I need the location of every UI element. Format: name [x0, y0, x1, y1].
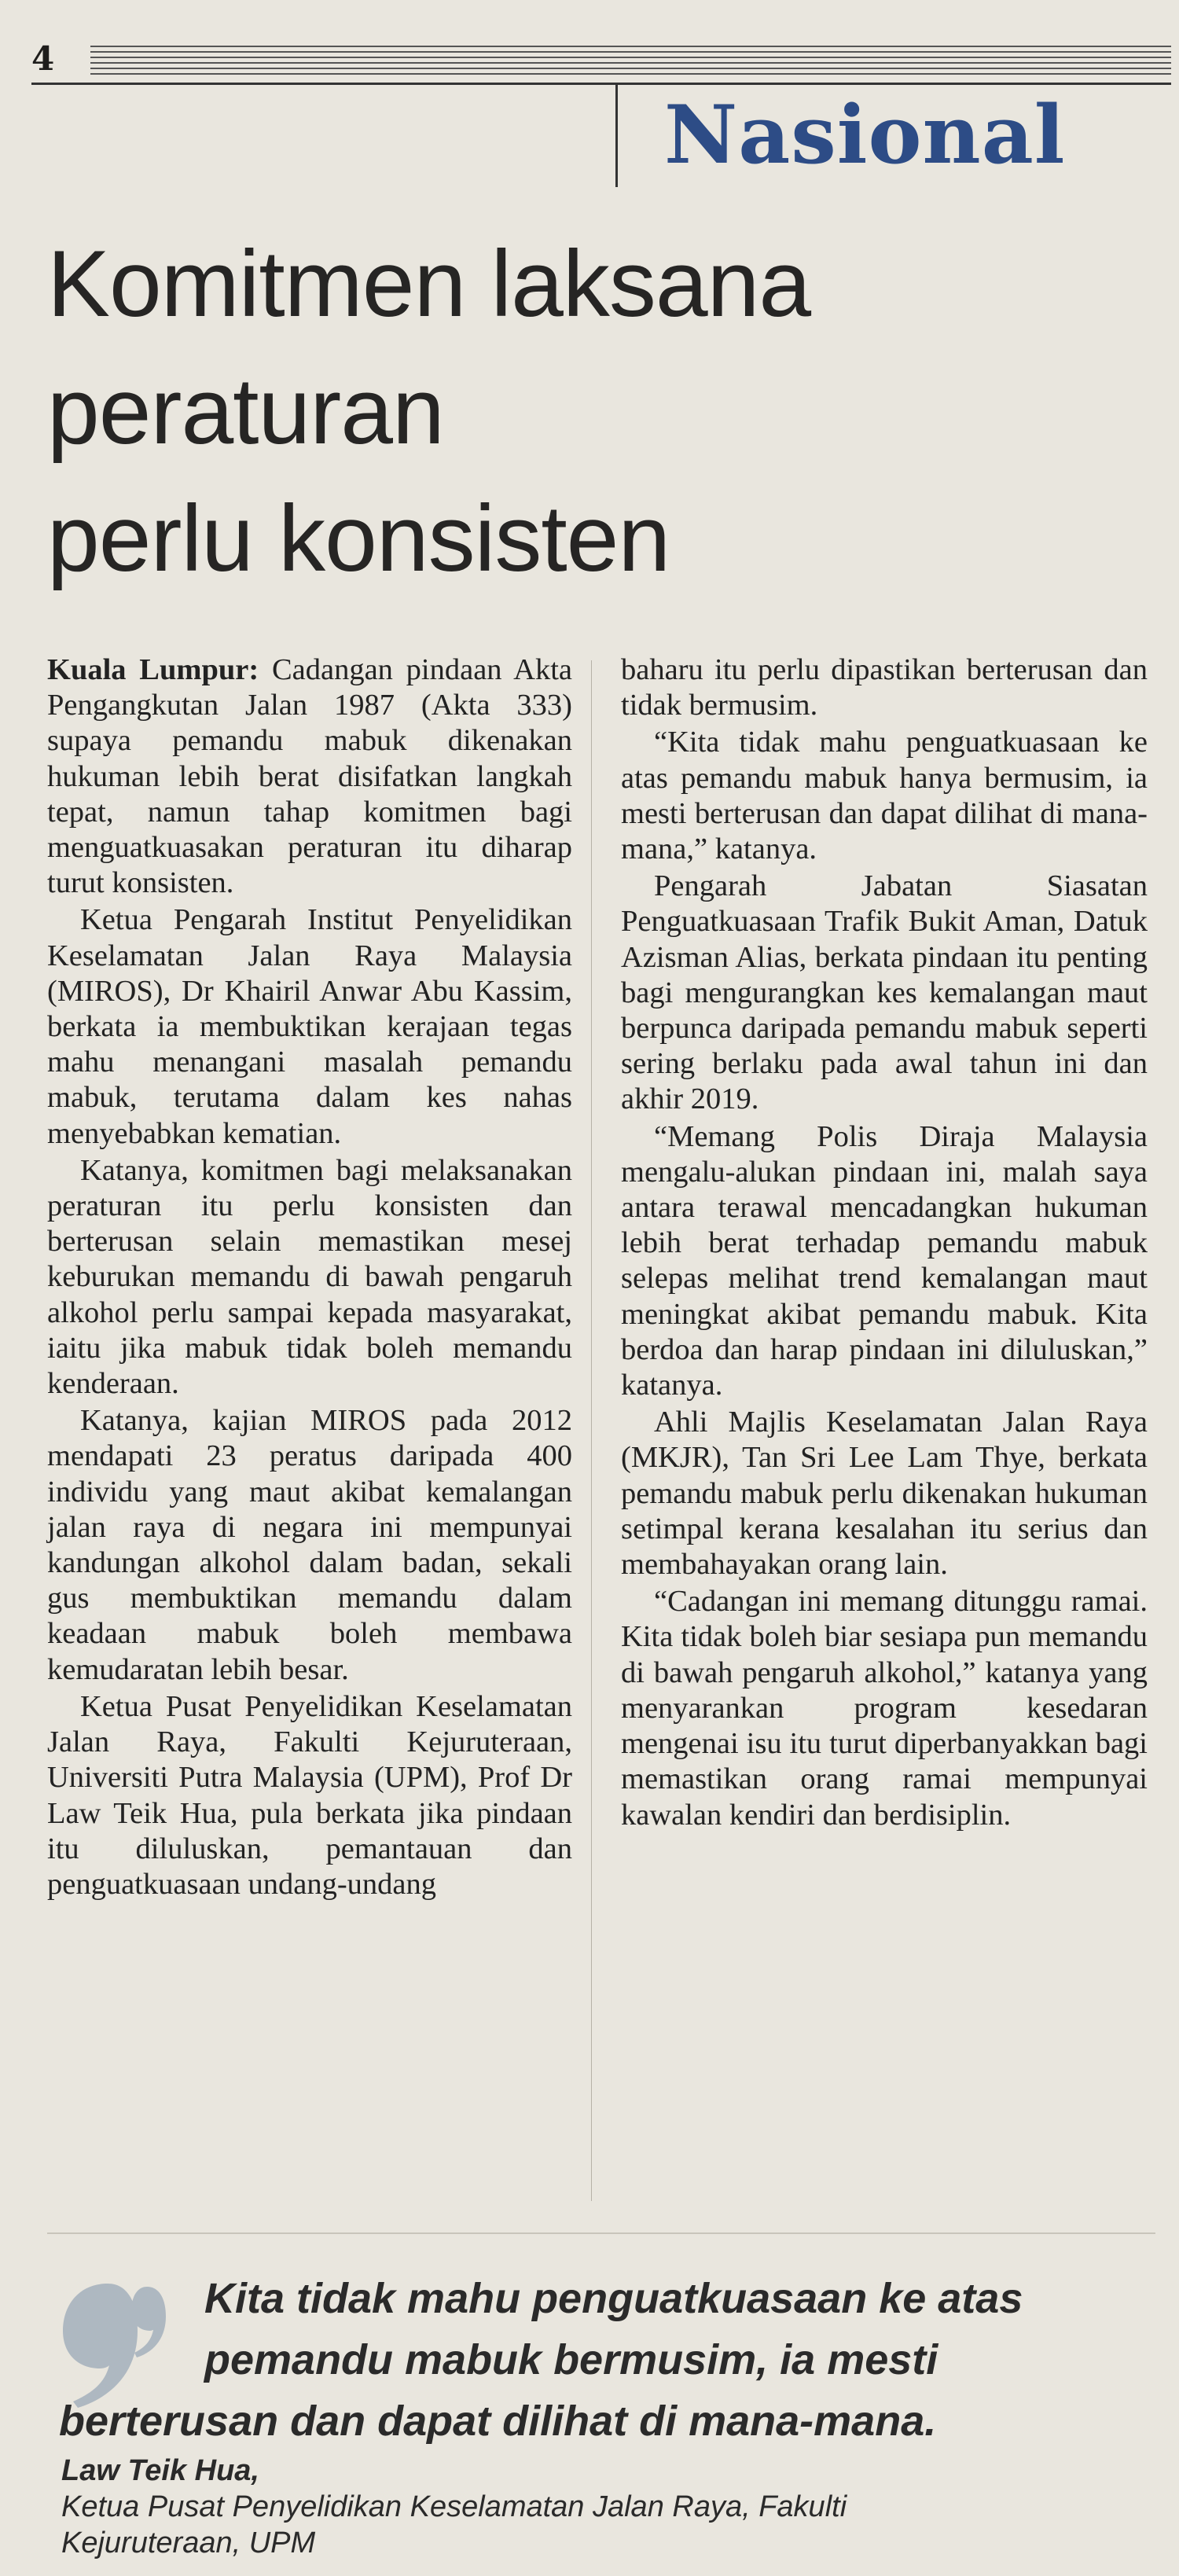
article-paragraph: “Kita tidak mahu penguatkuasaan ke atas pemandu mabuk hanya bermusim, ia mesti berterusan dan dapat dilihat di mana-mana,” katanya.: [621, 726, 1148, 866]
headline-line: peraturan: [47, 358, 444, 464]
attribution-role: Kejuruteraan, UPM: [61, 2526, 316, 2559]
article-paragraph: Katanya, komitmen bagi melaksanakan peraturan itu perlu konsisten dan berterusan selain memastikan mesej keburukan memandu di bawah pengaruh alkohol perlu sampai kepada masyarakat, iaitu jika mabuk tidak boleh memandu kenderaan.: [47, 1153, 572, 1401]
article-paragraph: Ahli Majlis Keselamatan Jalan Raya (MKJR), Tan Sri Lee Lam Thye, berkata pemandu mabuk perlu dikenakan hukuman setimpal kerana kesalahan itu serius dan membahayakan orang lain.: [621, 1406, 1148, 1582]
header-divider: [31, 83, 1171, 85]
attribution-role: Ketua Pusat Penyelidikan Keselamatan Jalan Raya, Fakulti: [61, 2490, 847, 2523]
article-paragraph: Pengarah Jabatan Siasatan Penguatkuasaan Trafik Bukit Aman, Datuk Azisman Alias, berkata pindaan itu penting bagi mengurangkan kes kemalangan maut berpunca daripada pemandu mabuk seperti sering berlaku pada awal tahun ini dan akhir 2019.: [621, 869, 1148, 1116]
section-label: Nasional: [664, 88, 1066, 182]
page-number: 4: [31, 39, 55, 78]
pull-quote-line: pemandu mabuk bermusim, ia mesti: [204, 2336, 938, 2383]
header-rule-lines: [90, 46, 1171, 79]
article-column-left: [47, 652, 572, 1904]
quote-attribution: [61, 2453, 1146, 2561]
headline: [47, 220, 1132, 602]
paragraph-text: Cadangan pindaan Akta Pengangkutan Jalan 1987 (Akta 333) supaya pemandu mabuk dikenakan hukuman lebih berat disifatkan langkah tepat, namun tahap komitmen bagi menguatkuasakan peraturan itu diharap turut konsisten.: [47, 653, 573, 900]
article-paragraph: Ketua Pusat Penyelidikan Keselamatan Jalan Raya, Fakulti Kejuruteraan, Universiti Putra Malaysia (UPM), Prof Dr Law Teik Hua, pula berkata jika pindaan itu diluluskan, pemantauan dan penguatkuasaan undang-undang: [47, 1689, 572, 1901]
header-vertical-divider: [615, 85, 618, 187]
pull-quote-line: berterusan dan dapat dilihat di mana-mana.: [59, 2398, 937, 2445]
article-paragraph: “Cadangan ini memang ditunggu ramai. Kita tidak boleh biar sesiapa pun memandu di bawah pengaruh alkohol,” katanya yang menyarankan program kesedaran mengenai isu itu turut diperbanyakkan bagi memastikan orang ramai mempunyai kawalan kendiri dan berdisiplin.: [621, 1585, 1148, 1832]
article-paragraph: “Memang Polis Diraja Malaysia mengalu-alukan pindaan ini, malah saya antara terawal mencadangkan hukuman lebih berat terhadap pemandu mabuk selepas melihat trend kemalangan maut meningkat akibat pemandu mabuk. Kita berdoa dan harap pindaan ini diluluskan,” katanya.: [621, 1119, 1148, 1402]
headline-line: Komitmen laksana: [47, 231, 811, 336]
pull-quote-line: Kita tidak mahu penguatkuasaan ke atas: [204, 2275, 1023, 2322]
attribution-name: Law Teik Hua,: [61, 2454, 259, 2487]
pull-quote: [59, 2268, 1144, 2452]
article-column-right: [621, 652, 1148, 1835]
article-paragraph: Ketua Pengarah Institut Penyelidikan Keselamatan Jalan Raya Malaysia (MIROS), Dr Khairil Anwar Abu Kassim, berkata ia membuktikan kerajaan tegas mahu menangani masalah pemandu mabuk, terutama dalam kes nahas menyebabkan kematian.: [47, 903, 572, 1150]
article-paragraph: [47, 652, 572, 901]
quote-divider: [47, 2232, 1155, 2234]
article-paragraph: baharu itu perlu dipastikan berterusan dan tidak bermusim.: [621, 653, 1148, 722]
article-paragraph: Katanya, kajian MIROS pada 2012 mendapati 23 peratus daripada 400 individu yang maut akibat kemalangan jalan raya di negara ini mempunyai kandungan alkohol dalam badan, sekali gus membuktikan memandu dalam keadaan mabuk boleh membawa kemudaratan lebih besar.: [47, 1404, 572, 1686]
headline-line: perlu konsisten: [47, 486, 670, 591]
column-divider: [591, 660, 592, 2201]
dateline: Kuala Lumpur:: [47, 653, 259, 686]
